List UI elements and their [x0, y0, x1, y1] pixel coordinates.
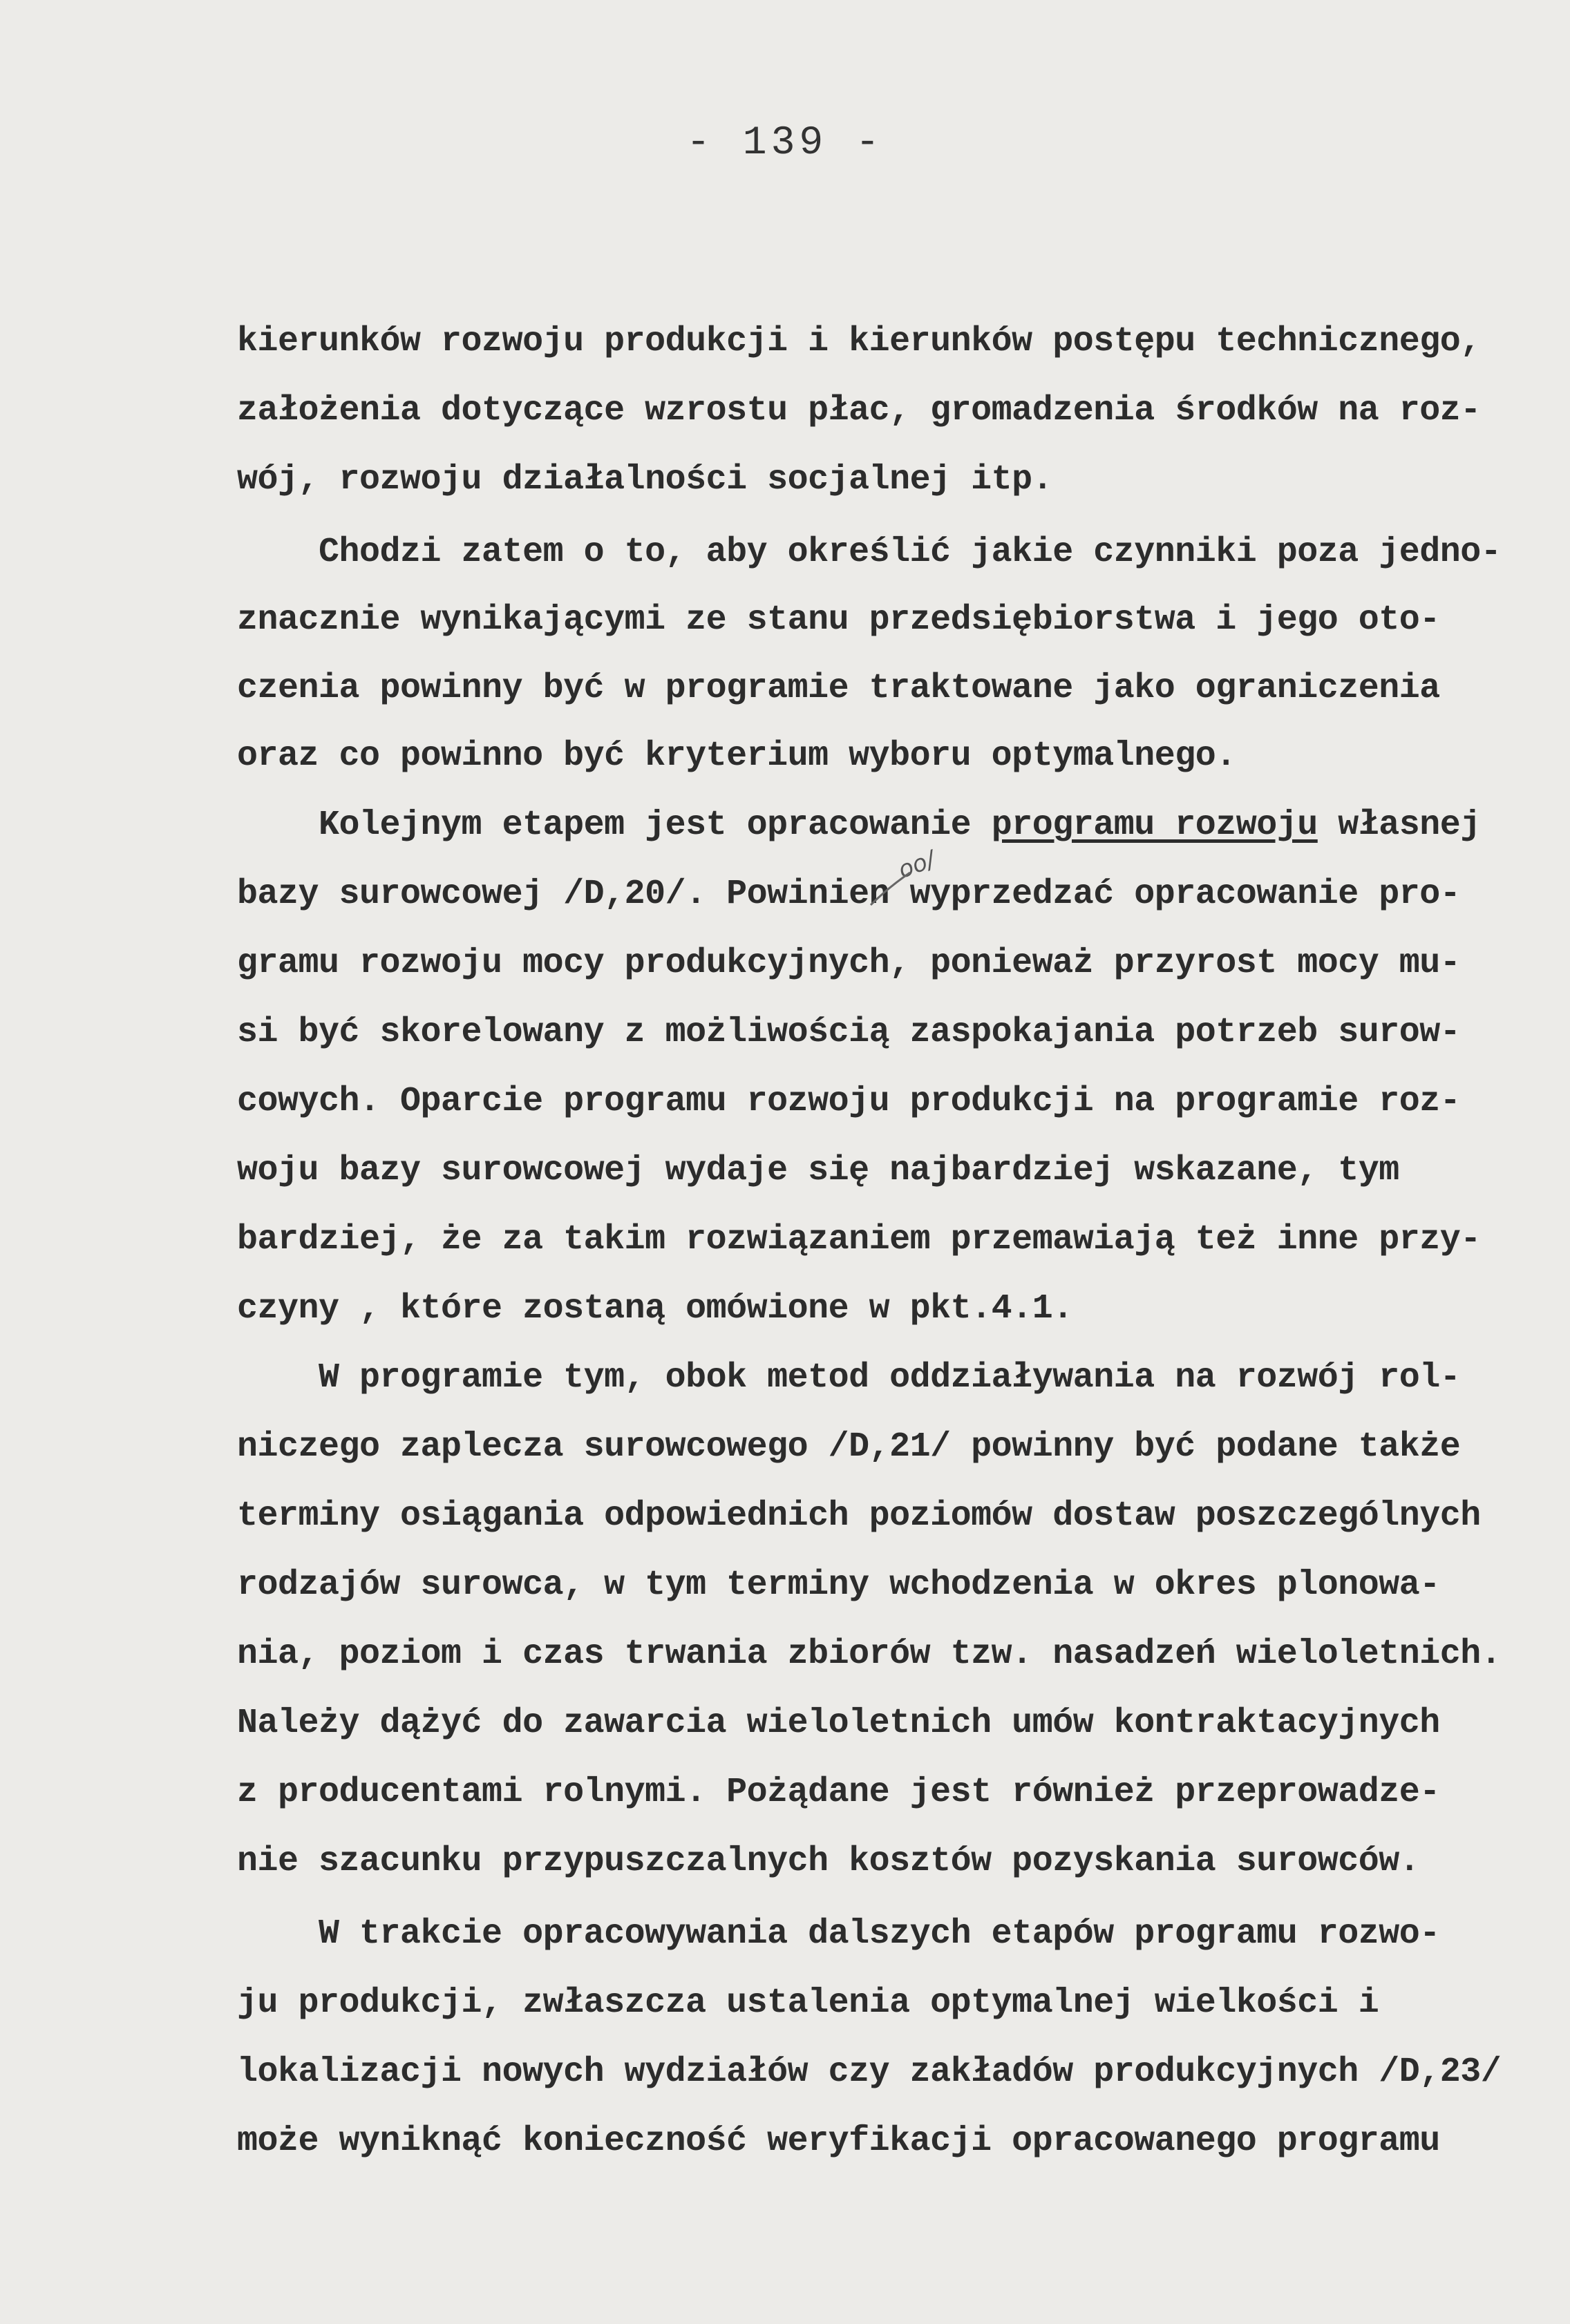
text-line: si być skorelowany z możliwością zaspokajania potrzeb surow- [237, 1013, 1461, 1052]
text-line: wój, rozwoju działalności socjalnej itp. [237, 460, 1053, 499]
text-line: Chodzi zatem o to, aby określić jakie czynniki poza jedno- [237, 533, 1502, 572]
page-number: - 139 - [686, 121, 884, 166]
text-line: czenia powinny być w programie traktowane jako ograniczenia [237, 669, 1440, 708]
text-line: W trakcie opracowywania dalszych etapów programu rozwo- [237, 1914, 1440, 1954]
text-line: ju produkcji, zwłaszcza ustalenia optymalnej wielkości i [237, 1983, 1379, 2023]
text-line: lokalizacji nowych wydziałów czy zakładów produkcyjnych /D,23/ [237, 2052, 1502, 2092]
text-line: woju bazy surowcowej wydaje się najbardziej wskazane, tym [237, 1151, 1399, 1190]
text-line: założenia dotyczące wzrostu płac, gromadzenia środków na roz- [237, 391, 1481, 430]
handwritten-margin-note: oo/ [894, 846, 939, 884]
text-line: bardziej, że za takim rozwiązaniem przemawiają też inne przy- [237, 1220, 1481, 1259]
text-line: nia, poziom i czas trwania zbiorów tzw. nasadzeń wieloletnich. [237, 1635, 1502, 1674]
text-segment: własnej [1317, 806, 1481, 845]
text-line: nie szacunku przypuszczalnych kosztów pozyskania surowców. [237, 1842, 1420, 1881]
text-line: Należy dążyć do zawarcia wieloletnich umów kontraktacyjnych [237, 1704, 1440, 1743]
text-line: bazy surowcowej /D,20/. Powinien wyprzedzać opracowanie pro- [237, 875, 1461, 914]
text-line: cowych. Oparcie programu rozwoju produkcji na programie roz- [237, 1082, 1461, 1121]
text-line: może wyniknąć konieczność weryfikacji opracowanego programu [237, 2122, 1440, 2161]
text-line: rodzajów surowca, w tym terminy wchodzenia w okres plonowa- [237, 1565, 1440, 1605]
text-line: znacznie wynikającymi ze stanu przedsiębiorstwa i jego oto- [237, 600, 1440, 640]
text-line: czyny , które zostaną omówione w pkt.4.1. [237, 1289, 1073, 1328]
text-line: z producentami rolnymi. Pożądane jest również przeprowadze- [237, 1773, 1440, 1812]
underlined-phrase: programu rozwoju [991, 806, 1318, 845]
text-line [237, 808, 1481, 843]
text-line: kierunków rozwoju produkcji i kierunków postępu technicznego, [237, 322, 1481, 361]
text-segment: Kolejnym etapem jest opracowanie [237, 806, 992, 845]
text-line: W programie tym, obok metod oddziaływania na rozwój rol- [237, 1358, 1461, 1398]
text-line: gramu rozwoju mocy produkcyjnych, ponieważ przyrost mocy mu- [237, 944, 1461, 983]
text-line: terminy osiągania odpowiednich poziomów dostaw poszczególnych [237, 1496, 1481, 1536]
text-line: oraz co powinno być kryterium wyboru optymalnego. [237, 736, 1236, 776]
handwritten-stroke-icon [867, 867, 916, 908]
text-line: niczego zaplecza surowcowego /D,21/ powinny być podane także [237, 1427, 1461, 1467]
